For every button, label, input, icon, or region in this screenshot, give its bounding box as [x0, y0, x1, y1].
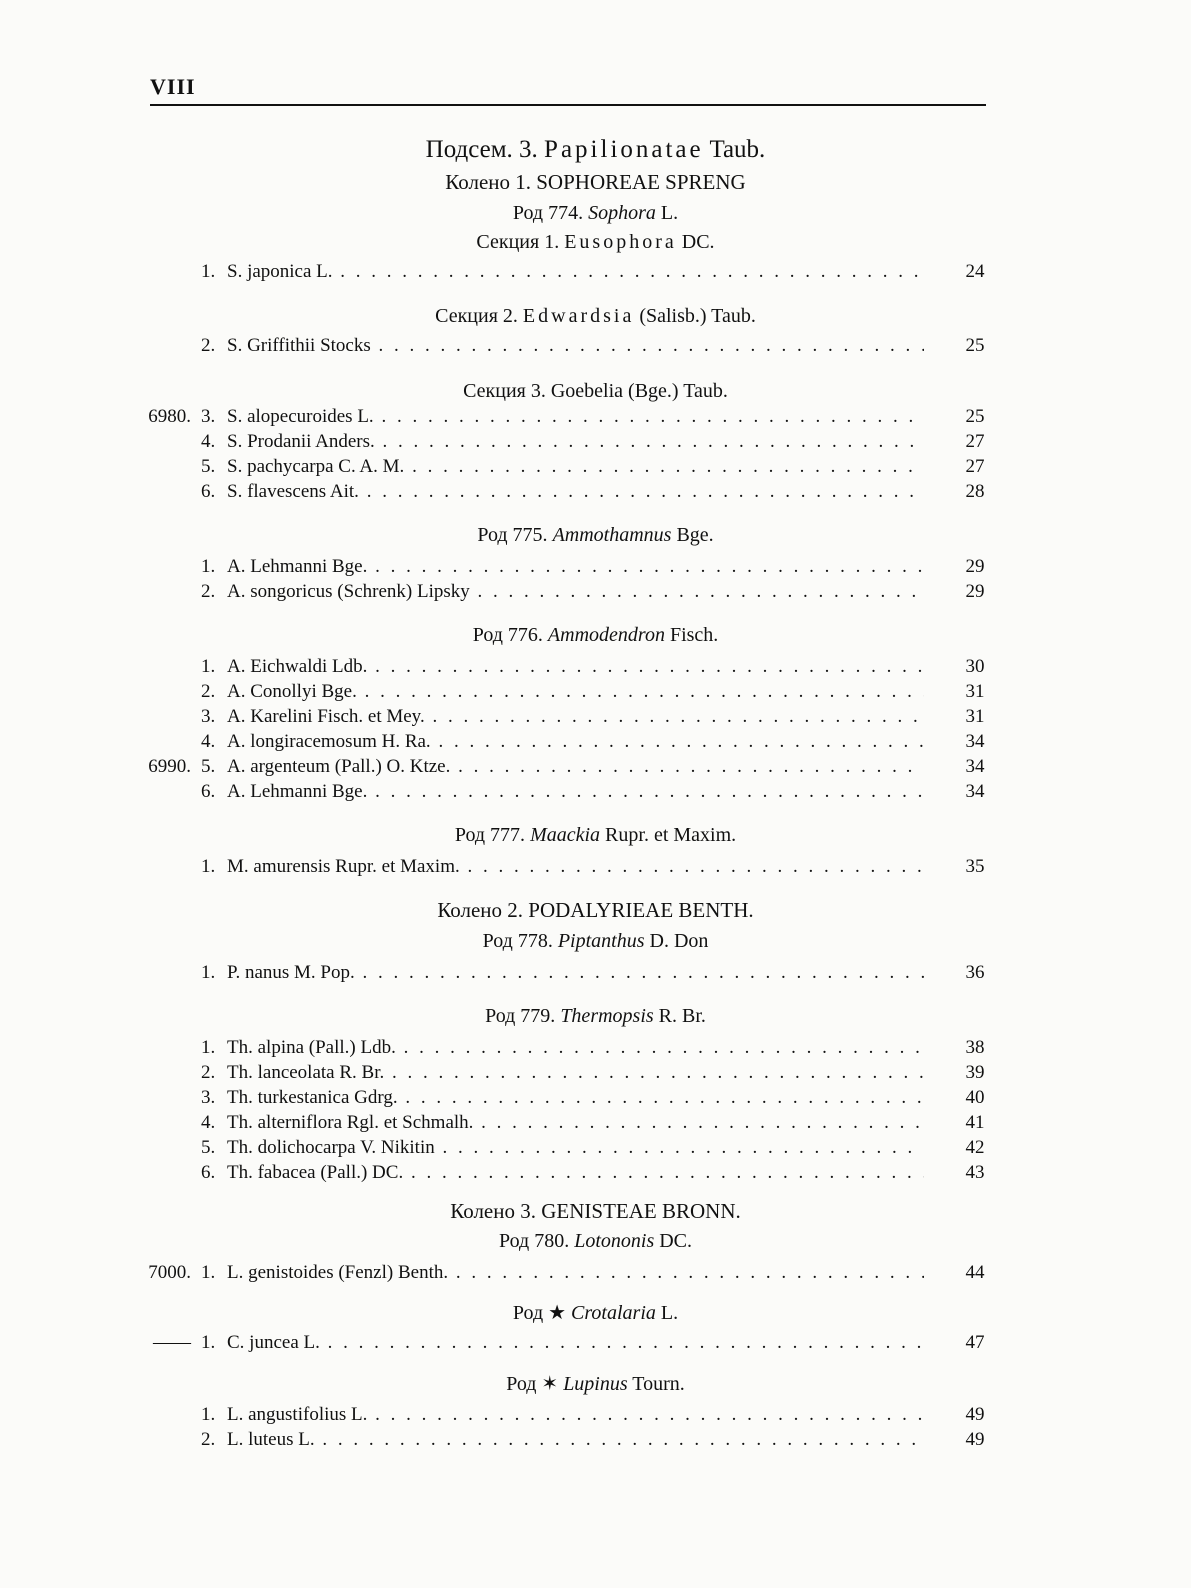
- list-item: 4. A. longiracemosum H. Ra. . . . 34: [0, 731, 1191, 757]
- list-item: 7000. 1. L. genistoides (Fenzl) Benth. . . . 44: [0, 1262, 1191, 1288]
- list-item: 6980. 3. S. alopecuroides L. . . . 25: [0, 406, 1191, 432]
- genus-heading: Род 775. Ammothamnus Bge.: [477, 524, 714, 546]
- list-item: 3. A. Karelini Fisch. et Mey. . . . 31: [0, 706, 1191, 732]
- list-item: 1. A. Lehmanni Bge. . . . 29: [0, 556, 1191, 582]
- list-item: 2. Th. lanceolata R. Br. . . . 39: [0, 1062, 1191, 1088]
- genus-heading: Род 778. Piptanthus D. Don: [482, 930, 709, 952]
- tribe-heading: Колено 3. GENISTEAE BRONN.: [450, 1199, 741, 1223]
- list-item: 2. S. Griffithii Stocks . . . 25: [0, 335, 1191, 361]
- list-item: 1. P. nanus M. Pop. . . . 36: [0, 962, 1191, 988]
- genus-heading: Род 774. Sophora L.: [512, 202, 679, 224]
- genus-heading: Род 776. Ammodendron Fisch.: [472, 624, 719, 646]
- list-item: 2. A. Conollyi Bge. . . . 31: [0, 681, 1191, 707]
- list-item: 1. Th. alpina (Pall.) Ldb. . . . 38: [0, 1037, 1191, 1063]
- genus-heading: Род 779. Thermopsis R. Br.: [485, 1005, 706, 1027]
- list-item: 6. A. Lehmanni Bge. . . . 34: [0, 781, 1191, 807]
- genus-heading: Род ✶ Lupinus Tourn.: [506, 1373, 685, 1395]
- list-item: 1. L. angustifolius L. . . . 49: [0, 1404, 1191, 1430]
- tribe-heading: Колено 1. SOPHOREAE SPRENG: [445, 170, 746, 194]
- list-item: 1. M. amurensis Rupr. et Maxim. . . . 35: [0, 856, 1191, 882]
- list-item: 5. S. pachycarpa C. A. M. . . . 27: [0, 456, 1191, 482]
- list-item: 6. Th. fabacea (Pall.) DC. . . . 43: [0, 1162, 1191, 1188]
- list-item: 4. Th. alterniflora Rgl. et Schmalh. . . . 41: [0, 1112, 1191, 1138]
- list-item: 1. A. Eichwaldi Ldb. . . . 30: [0, 656, 1191, 682]
- tribe-heading: Колено 2. PODALYRIEAE BENTH.: [437, 898, 754, 922]
- list-item: 6990. 5. A. argenteum (Pall.) O. Ktze. . . . 34: [0, 756, 1191, 782]
- list-item: —— 1. C. juncea L. . . . 47: [0, 1332, 1191, 1358]
- section-heading: Секция 3. Goebelia (Bge.) Taub.: [463, 380, 728, 402]
- header-rule: [150, 104, 986, 106]
- section-heading: Секция 2. Edwardsia (Salisb.) Taub.: [435, 305, 756, 327]
- genus-heading: Род 780. Lotononis DC.: [498, 1230, 693, 1252]
- list-item: 5. Th. dolichocarpa V. Nikitin . . . 42: [0, 1137, 1191, 1163]
- subfamily-heading: Подсем. 3. Papilionatae Taub.: [425, 136, 766, 163]
- list-item: 2. A. songoricus (Schrenk) Lipsky . . . 29: [0, 581, 1191, 607]
- list-item: 6. S. flavescens Ait. . . . 28: [0, 481, 1191, 507]
- list-item: 4. S. Prodanii Anders. . . . 27: [0, 431, 1191, 457]
- list-item: 3. Th. turkestanica Gdrg. . . . 40: [0, 1087, 1191, 1113]
- list-item: 2. L. luteus L. . . . 49: [0, 1429, 1191, 1455]
- list-item: 1. S. japonica L. . . . 24: [0, 261, 1191, 287]
- genus-heading: Род 777. Maackia Rupr. et Maxim.: [454, 824, 737, 846]
- genus-heading: Род ★ Crotalaria L.: [512, 1302, 679, 1324]
- page-number: VIII: [150, 74, 196, 99]
- section-heading: Секция 1. Eusophora DC.: [476, 231, 715, 253]
